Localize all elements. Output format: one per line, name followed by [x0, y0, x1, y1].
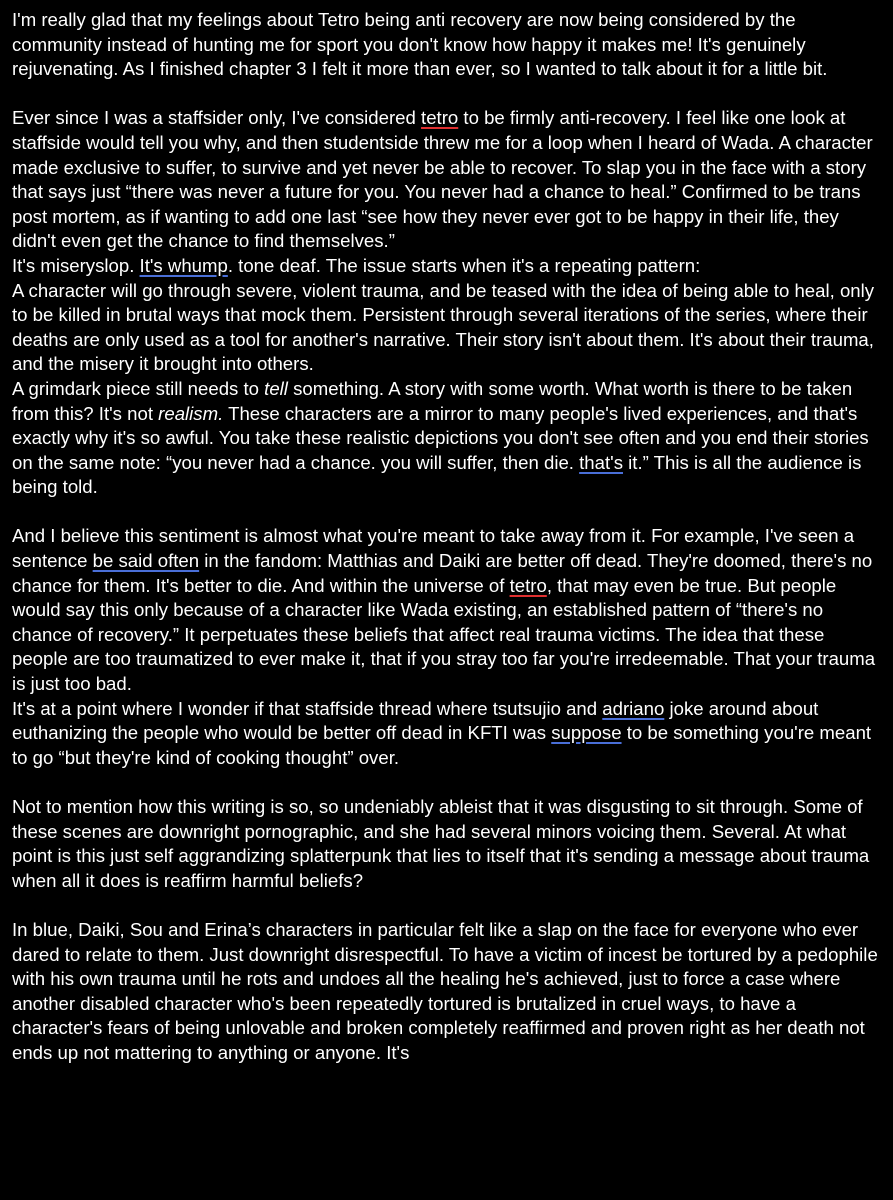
- paragraph-in-blue: In blue, Daiki, Sou and Erina’s characters in particular felt like a slap on the face for everyone who ever dared to relate to them. Just downright disrespectful. To have a victim of incest be tortured by a pedophile with his own trauma until he rots and undoes all the healing he's achieved, just to force a case where another disabled character who's been repeatedly tortured is brutalized in cruel ways, to have a character's fears of being unlovable and broken completely reaffirmed and proven right as her death not ends up not mattering to anything or anyone. It's: [12, 918, 878, 1063]
- paragraph-text: joke around about euthanizing the people who would be better off dead in KFTI was: [12, 697, 819, 744]
- paragraph-text: And I believe this sentiment is almost what you're meant to take away from it. For example, I've seen a sentence: [12, 525, 855, 572]
- paragraph-staffside-thread: [12, 697, 884, 771]
- paragraph-staffsider: [12, 106, 884, 254]
- paragraph-text: something. A story with some worth. What worth is there to be taken from this? It's not: [12, 377, 853, 424]
- paragraph-miseryslop: [12, 254, 884, 279]
- paragraph-text: A grimdark piece still needs to: [12, 377, 265, 399]
- paragraph-text: Ever since I was a staffsider only, I've considered: [12, 107, 422, 129]
- paragraph-pattern: A character will go through severe, violent trauma, and be teased with the idea of being able to heal, only to be killed in brutal ways that mock them. Persistent through several iterations of the series, where their deaths are only used as a tool for another's narrative. Their story isn't about them. It's about their trauma, and the misery it brought into others.: [12, 279, 875, 375]
- paragraph-text: . tone deaf. The issue starts when it's a repeating pattern:: [227, 254, 701, 276]
- italic-word-realism: realism.: [158, 402, 224, 424]
- italic-word-tell: tell: [264, 377, 288, 399]
- grammar-phrase-its-whump[interactable]: It's whump: [139, 254, 228, 276]
- grammar-word-suppose[interactable]: suppose: [551, 722, 622, 744]
- paragraph-ableist: Not to mention how this writing is so, so undeniably ableist that it was disgusting to sit through. Some of these scenes are downright pornographic, and she had several minors voicing them. Several. At what point is this just self aggrandizing splatterpunk that lies to itself that it's sending a message about trauma when all it does is reaffirm harmful beliefs?: [12, 796, 870, 891]
- document-body: [12, 8, 884, 1066]
- paragraph-grimdark: [12, 377, 884, 500]
- grammar-phrase-be-said-often[interactable]: be said often: [92, 550, 200, 572]
- paragraph-text: it.” This is all the audience is being told.: [12, 451, 862, 498]
- spellcheck-word-tetro[interactable]: tetro: [509, 574, 547, 596]
- paragraph-text: , that may even be true. But people would say this only because of a character like Wada existing, an established pattern of “there's no chance of recovery.” It perpetuates these beliefs that affect real trauma victims. The idea that these people are too traumatized to ever make it, that if you stray too far you're irredeemable. That your trauma is just too bad.: [12, 574, 876, 695]
- paragraph-text: to be something you're meant to go “but they're kind of cooking thought” over.: [12, 722, 872, 768]
- paragraph-text: These characters are a mirror to many people's lived experiences, and that's exactly why it's so awful. You take these realistic depictions you don't see often and you end their stories on the same note: “you never had a chance. you will suffer, then die.: [12, 402, 869, 473]
- paragraph-text: to be firmly anti-recovery. I feel like one look at staffside would tell you why, and then studentside threw me for a loop when I heard of Wada. A character made exclusive to suffer, to survive and yet never be able to recover. To slap you in the face with a story that says just “there was never a future for you. You never had a chance to heal.” Confirmed to be trans post mortem, as if wanting to add one last “see how they never ever got to be happy in their life, they didn't even get the chance to find themselves.”: [12, 107, 873, 252]
- paragraph-text: It's at a point where I wonder if that staffside thread where tsutsujio and: [12, 697, 603, 719]
- spellcheck-word-tetro[interactable]: tetro: [421, 107, 459, 129]
- paragraph-text: in the fandom: Matthias and Daiki are better off dead. They're doomed, there's no chance for them. It's better to die. And within the universe of: [12, 550, 873, 596]
- grammar-word-thats[interactable]: that's: [579, 451, 623, 473]
- paragraph-text: It's miseryslop.: [12, 254, 140, 276]
- paragraph-sentiment: [12, 524, 884, 696]
- paragraph-intro: I'm really glad that my feelings about Tetro being anti recovery are now being considered by the community instead of hunting me for sport you don't know how happy it makes me! It's genuinely rejuvenating. As I finished chapter 3 I felt it more than ever, so I wanted to talk about it for a little bit.: [12, 9, 828, 80]
- grammar-word-adriano[interactable]: adriano: [602, 697, 665, 719]
